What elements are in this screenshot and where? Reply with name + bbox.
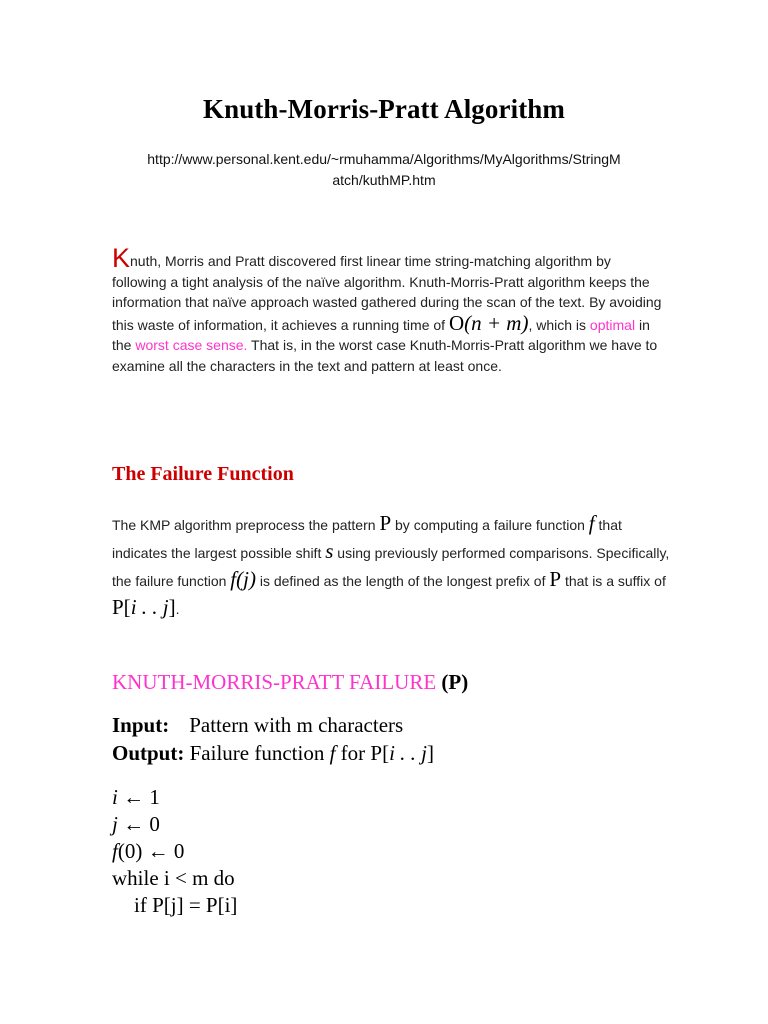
algorithm-pseudocode bbox=[112, 784, 237, 919]
source-url-line-1: http://www.personal.kent.edu/~rmuhamma/Algorithms/MyAlgorithms/StringM bbox=[147, 151, 621, 167]
algo-rest-2: ← 0 bbox=[117, 812, 160, 836]
algo-rest-4: while i < m do bbox=[112, 866, 235, 890]
output-label: Output: bbox=[112, 741, 185, 765]
complexity-args: (n + m) bbox=[464, 310, 529, 335]
input-text: Pattern with m characters bbox=[189, 713, 404, 737]
page-title: Knuth-Morris-Pratt Algorithm bbox=[203, 94, 565, 124]
symbol-f: f bbox=[588, 511, 595, 535]
algo-var-i: i bbox=[112, 785, 118, 809]
intro-text-3: in the bbox=[112, 316, 650, 353]
kmp-heading-name: KNUTH-MORRIS-PRATT FAILURE bbox=[112, 670, 437, 694]
complexity-o: O bbox=[448, 310, 465, 335]
symbol-p-open: P[ bbox=[112, 595, 131, 619]
algo-line-5 bbox=[112, 892, 237, 919]
symbol-s: s bbox=[325, 539, 334, 563]
failure-text-6: that is a suffix of bbox=[561, 573, 666, 589]
failure-text-2: by computing a failure function bbox=[391, 517, 589, 533]
algo-line-1 bbox=[112, 784, 237, 811]
failure-paragraph bbox=[112, 510, 672, 622]
algo-line-4 bbox=[112, 865, 237, 892]
symbol-p: P bbox=[379, 511, 392, 535]
output-f: f bbox=[329, 741, 336, 765]
intro-text-1: nuth, Morris and Pratt discovered first linear time string-matching algorithm by following a tight analysis of the naïve algorithm. Knuth-Morris-Pratt algorithm keeps the information that naïve approach wasted gathered during the scan of the text. By avoiding this waste of information, it achieves a running time of bbox=[112, 253, 662, 333]
symbol-range: i . . j bbox=[130, 595, 169, 619]
intro-text-4: That is, in the worst case Knuth-Morris-Pratt algorithm we have to examine all the characters in the text and pattern at least once. bbox=[112, 337, 658, 374]
source-url[interactable] bbox=[112, 149, 656, 191]
output-text-2: for P[ bbox=[335, 741, 390, 765]
algo-rest-5: if P[j] = P[i] bbox=[134, 893, 238, 917]
failure-text-4: using previously performed comparisons. Specifically, the failure function bbox=[112, 545, 670, 589]
drop-cap: K bbox=[112, 243, 131, 273]
output-text-1: Failure function bbox=[184, 741, 330, 765]
output-range: i . . j bbox=[389, 741, 428, 765]
intro-text-2: , which is bbox=[528, 316, 590, 333]
failure-text-3: that indicates the largest possible shift bbox=[112, 517, 622, 561]
algo-rest-3: (0) ← 0 bbox=[117, 839, 185, 863]
kmp-heading-param: (P) bbox=[441, 670, 469, 694]
optimal-link[interactable]: optimal bbox=[589, 316, 636, 333]
output-close: ] bbox=[427, 741, 435, 765]
algo-line-3 bbox=[112, 838, 237, 865]
symbol-close: ] bbox=[168, 595, 176, 619]
kmp-failure-heading bbox=[112, 670, 468, 695]
algo-rest-1: ← 1 bbox=[117, 785, 160, 809]
worst-case-link[interactable]: worst case sense. bbox=[135, 337, 248, 353]
algo-line-2 bbox=[112, 811, 237, 838]
input-label: Input: bbox=[112, 713, 170, 737]
failure-text-5: is defined as the length of the longest prefix of bbox=[255, 573, 550, 589]
source-url-line-2: atch/kuthMP.htm bbox=[332, 172, 436, 188]
input-line bbox=[112, 711, 434, 739]
failure-function-heading: The Failure Function bbox=[112, 463, 294, 485]
symbol-p-2: P bbox=[549, 567, 562, 591]
failure-period: . bbox=[175, 601, 180, 617]
io-block bbox=[112, 711, 434, 767]
output-line bbox=[112, 739, 434, 767]
intro-paragraph bbox=[112, 243, 662, 376]
failure-text-1: The KMP algorithm preprocess the pattern bbox=[112, 517, 380, 533]
algo-var-j: j bbox=[112, 812, 118, 836]
symbol-fj: f(j) bbox=[230, 567, 256, 591]
algo-var-f: f bbox=[112, 839, 118, 863]
